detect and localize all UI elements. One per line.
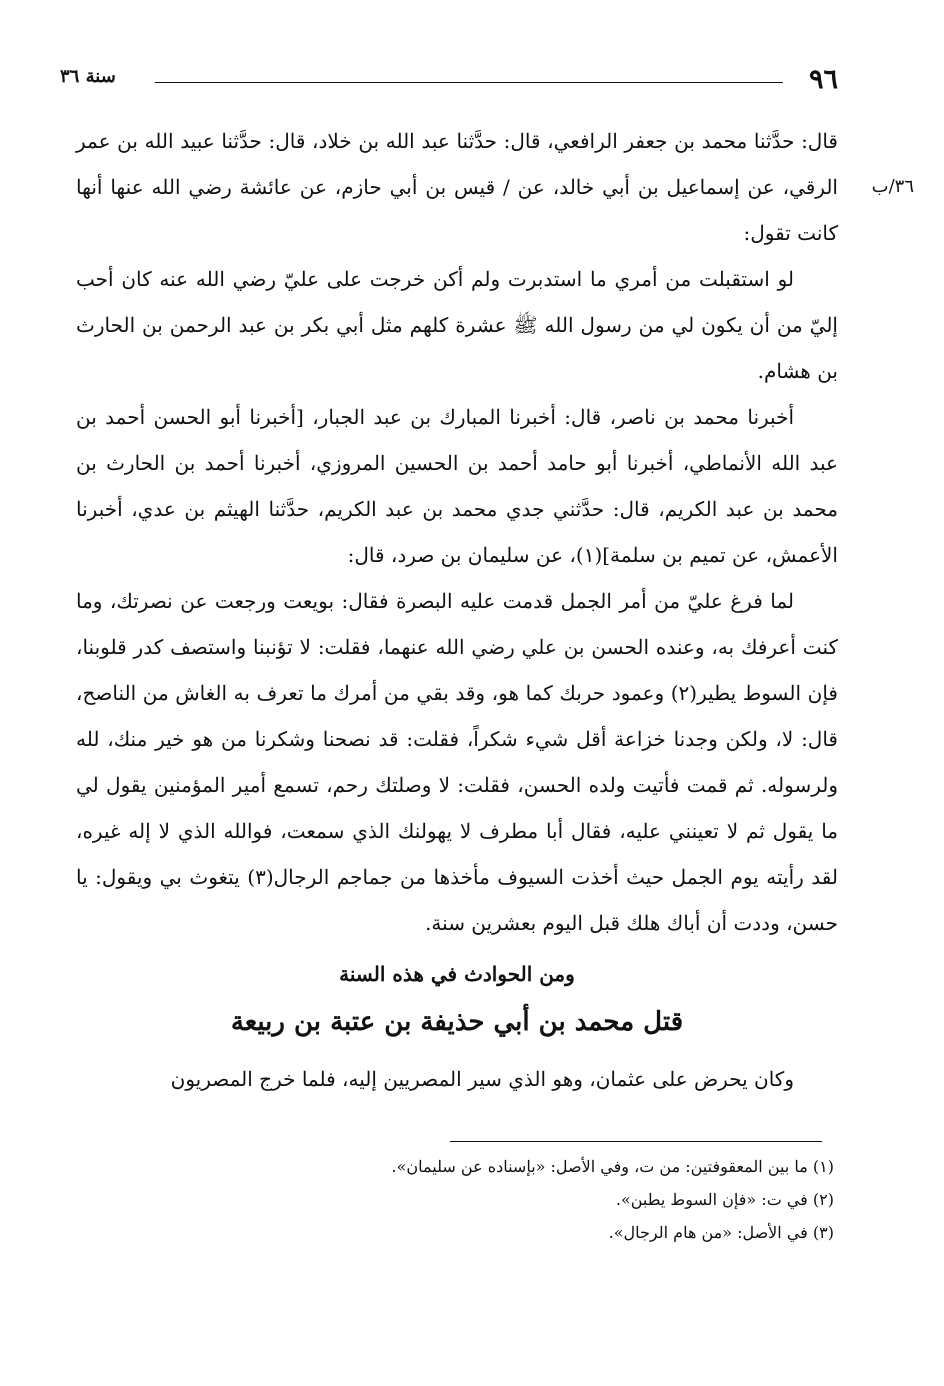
footnote-3: (٣) في الأصل: «من هام الرجال». — [608, 1223, 834, 1242]
paragraph-2: لو استقبلت من أمري ما استدبرت ولم أكن خرجت على عليّ رضي الله عنه كان أحب إليّ من أن يكون لي من رسول الله ﷺ عشرة كلهم مثل أبي بكر بن عبد الرحمن بن الحارث بن هشام. — [76, 267, 838, 383]
footnotes — [76, 1150, 834, 1249]
section-heading-large: قتل محمد بن أبي حذيفة بن عتبة بن ربيعة — [230, 1007, 684, 1037]
paragraph-5: وكان يحرض على عثمان، وهو الذي سير المصريين إليه، فلما خرج المصريون — [170, 1067, 794, 1091]
main-text — [76, 118, 914, 1102]
section-heading-small: ومن الحوادث في هذه السنة — [339, 962, 575, 986]
margin-folio-note: ٣٦/ب — [871, 176, 914, 197]
footnote-1: (١) ما بين المعقوفتين: من ت، وفي الأصل: «بإسناده عن سليمان». — [391, 1157, 834, 1176]
page-header — [60, 62, 838, 102]
footnote-rule — [450, 1141, 822, 1142]
page-number: ٩٦ — [808, 64, 838, 95]
paragraph-3: أخبرنا محمد بن ناصر، قال: أخبرنا المبارك بن عبد الجبار، [أخبرنا أبو الحسن أحمد بن عبد الله الأنماطي، أخبرنا أبو حامد أحمد بن الحسين المروزي، أخبرنا أحمد بن الحارث بن محمد بن عبد الكريم، قال: حدَّثني جدي محمد بن عبد الكريم، حدَّثنا الهيثم بن عدي، أخبرنا الأعمش، عن تميم بن سلمة](١)، عن سليمان بن صرد، قال: — [76, 405, 838, 567]
paragraph-1-wrap — [76, 118, 914, 256]
running-head: سنة ٣٦ — [60, 66, 116, 87]
footnote-2: (٢) في ت: «فإن السوط يطبن». — [615, 1190, 834, 1209]
paragraph-4: لما فرغ عليّ من أمر الجمل قدمت عليه البصرة فقال: بويعت ورجعت عن نصرتك، وما كنت أعرفك به، وعنده الحسن بن علي رضي الله عنهما، فقلت: لا تؤنبنا واستصف كدر قلوبنا، فإن السوط يطير(٢) وعمود حربك كما هو، وقد بقي من أمرك ما تعرف به الغاش من الناصح، قال: لا، ولكن وجدنا خزاعة أقل شيء شكراً، فقلت: قد نصحنا وشكرنا من هو خير منك، لله ولرسوله. ثم قمت فأتيت ولده الحسن، فقلت: لا وصلتك رحم، تسمع أمير المؤمنين يقول لي ما يقول ثم لا تعينني عليه، فقال أبا مطرف لا يهولنك الذي سمعت، فوالله الذي لا إله غيره، لقد رأيته يوم الجمل حيث أخذت السيوف مأخذها من جماجم الرجال(٣) يتغوث بي ويقول: يا حسن، وددت أن أباك هلك قبل اليوم بعشرين سنة. — [76, 589, 839, 935]
paragraph-1: قال: حدَّثنا محمد بن جعفر الرافعي، قال: حدَّثنا عبد الله بن خلاد، قال: حدَّثنا عبيد الله بن عمر الرقي، عن إسماعيل بن أبي خالد، عن / قيس بن أبي حازم، عن عائشة رضي الله عنها أنها كانت تقول: — [76, 129, 838, 245]
header-rule — [155, 82, 783, 83]
